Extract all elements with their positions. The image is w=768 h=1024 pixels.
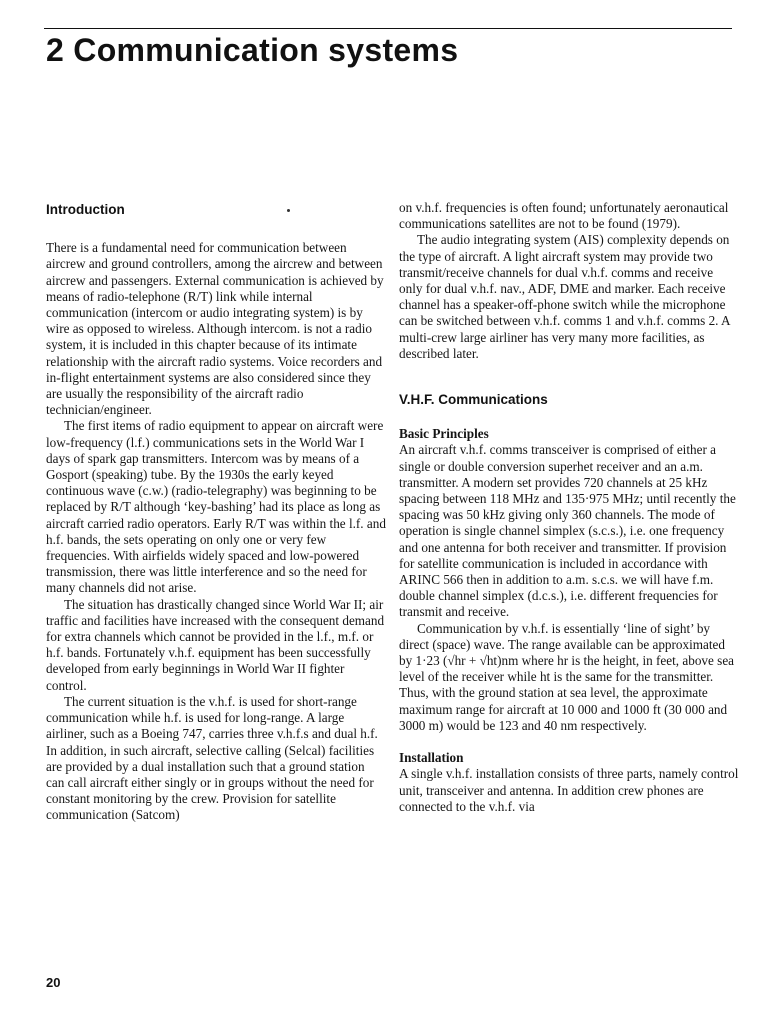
ais-paragraph: The audio integrating system (AIS) complexity depends on the type of aircraft. A light aircraft system may provide two transmit/receive channels for dual v.h.f. comms and receive only for dual v.h.f. nav., ADF, DME and marker. Each receive channel has a speaker-off-phone switch while the microphone can be switched between v.h.f. comms 1 and v.h.f. comms 2. A multi-crew large airliner has very many more facilities, as described later.	[399, 232, 730, 361]
basic-principles-paragraph-2: Communication by v.h.f. is essentially ‘line of sight’ by direct (space) wave. The range available can be approximated by 1·23 (√hr + √ht)nm where hr is the height, in feet, above sea level of the receiver while ht is the same for the transmitter. Thus, with the ground station at sea level, the approximate maximum range for aircraft at 10 000 and 1000 ft (30 000 and 3000 m) would be 123 and 40 nm respectively.	[399, 620, 735, 733]
installation-heading: Installation	[399, 750, 464, 766]
top-rule	[44, 28, 732, 29]
installation-paragraph: A single v.h.f. installation consists of three parts, namely control unit, transceiver and antenna. In addition crew phones are connected to the v.h.f. via	[399, 766, 739, 814]
left-column	[46, 202, 386, 824]
chapter-title: 2 Communication systems	[46, 32, 459, 68]
vhf-heading: V.H.F. Communications	[399, 392, 548, 408]
introduction-heading: Introduction	[46, 202, 125, 217]
intro-paragraph-2: The first items of radio equipment to appear on aircraft were low-frequency (l.f.) communications sets in the World War I days of spark gap transmitters. Intercom was by means of a Gosport (speaking) tube. By the 1930s the early keyed continuous wave (c.w.) (radio-telegraphy) was beginning to be replaced by R/T although ‘key-bashing’ had its place as long as aircraft carried radio operators. Early R/T was within the l.f. and h.f. bands, the sets operating on only one or very few frequencies. With airfields widely spaced and low-powered transmission, there was little interference and so the need for many channels did not arise.	[46, 418, 386, 596]
intro-paragraph-1: There is a fundamental need for communication between aircrew and ground controllers, among the aircrew and between aircrew and passengers. External communication is achieved by means of radio-telephone (R/T) link while internal communication (intercom or audio integrating system) is by wire as opposed to wireless. Although intercom. is not a radio system, it is included in this chapter because of its intimate relationship with the aircraft radio systems. Voice recorders and in-flight entertainment systems are also considered since they are usually the responsibility of the aircraft radio technician/engineer.	[46, 240, 384, 418]
continuation-paragraph: on v.h.f. frequencies is often found; unfortunately aeronautical communications satellites are not to be found (1979).	[399, 200, 729, 232]
intro-paragraph-3: The situation has drastically changed since World War II; air traffic and facilities have increased with the consequent demand for extra channels which cannot be provided in the l.f., m.f. or h.f. bands. Fortunately v.h.f. equipment has been successfully developed from early beginnings in World War II fighter control.	[46, 596, 385, 693]
basic-principles-paragraph-1: An aircraft v.h.f. comms transceiver is comprised of either a single or double conversion superhet receiver and an a.m. transmitter. A modern set provides 720 channels at 25 kHz spacing between 118 MHz and 135·975 MHz; until recently the spacing was 50 kHz giving only 360 channels. The mode of operation is single channel simplex (s.c.s.), i.e. one frequency and one antenna for both receiver and transmitter. If provision for satellite communication is included in accordance with ARINC 566 then in addition to a.m. s.c.s. we will have f.m. double channel simplex (d.c.s.), i.e. different frequencies for transmit and receive.	[399, 442, 736, 620]
right-column	[399, 200, 739, 815]
intro-paragraph-4: The current situation is the v.h.f. is used for short-range communication while h.f. is used for long-range. A large airliner, such as a Boeing 747, carries three v.h.f.s and dual h.f. In addition, in such aircraft, selective calling (Selcal) facilities are provided by a dual installation such that a ground station can call aircraft either singly or in groups without the need for constant monitoring by the crew. Provision for satellite communication (Satcom)	[46, 693, 378, 823]
page-number: 20	[46, 975, 61, 990]
basic-principles-heading: Basic Principles	[399, 426, 489, 442]
